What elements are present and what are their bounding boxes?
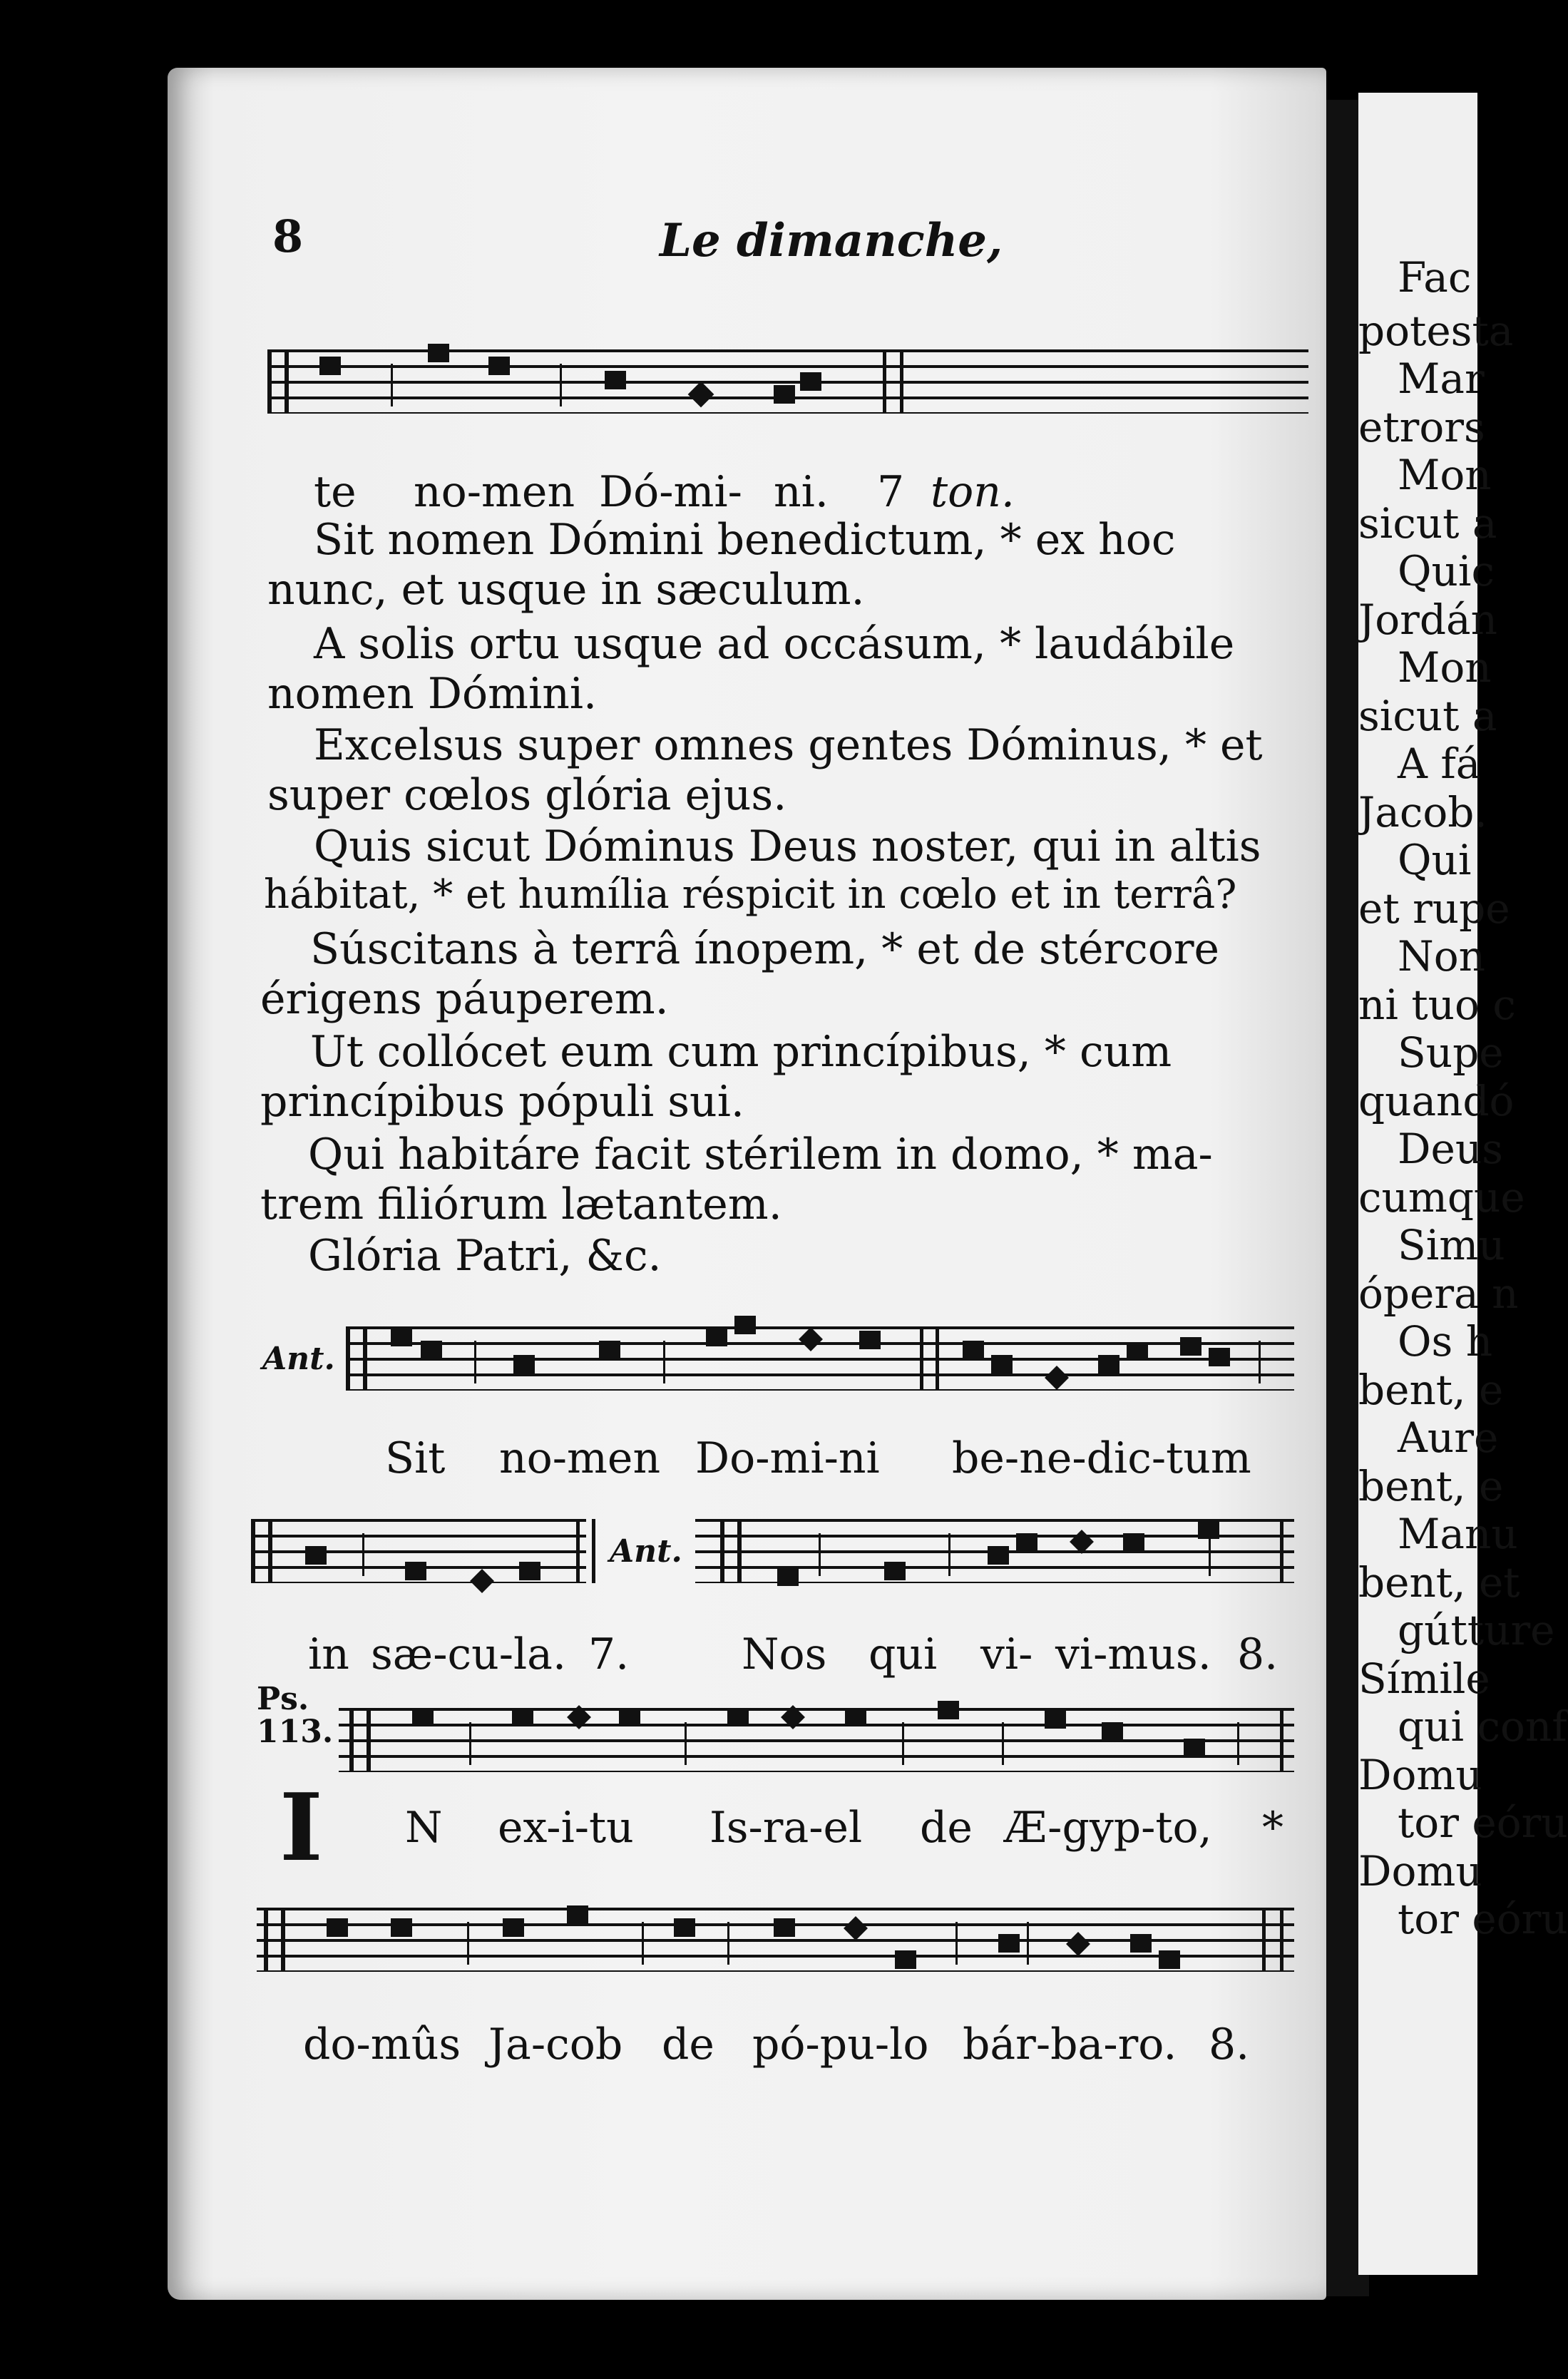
facing-page-fragment: Simu <box>1398 1221 1505 1269</box>
neume <box>706 1328 727 1346</box>
lyric: pó-pu-lo <box>752 2020 929 2070</box>
facing-page-fragment: tor eóru <box>1398 1895 1568 1943</box>
neume <box>619 1708 640 1726</box>
lyric: no-men <box>414 467 575 517</box>
neume <box>998 1934 1020 1953</box>
lyric: Sit <box>385 1433 446 1483</box>
bar-line <box>936 1326 939 1391</box>
antiphon-label: Ant. <box>262 1341 335 1377</box>
neume <box>1130 1934 1152 1953</box>
facing-page-fragment: bent, et <box>1358 1558 1520 1607</box>
music-staff-4 <box>339 1708 1294 1772</box>
lyric: 8. <box>1209 2020 1250 2070</box>
psalm-number: 113. <box>257 1714 334 1750</box>
lyric: no-men <box>499 1433 661 1483</box>
facing-page-fragment: Mon <box>1398 451 1492 499</box>
verse-line: Súscitans à terrâ ínopem, * et de stércore <box>310 924 1220 974</box>
initial-letter: I <box>280 1773 323 1882</box>
neume <box>1102 1722 1123 1741</box>
facing-page-fragment: tor eóru <box>1398 1799 1568 1847</box>
facing-page-fragment: bent, e <box>1358 1462 1504 1510</box>
verse-line: Sit nomen Dómini benedictum, * ex hoc <box>314 515 1176 565</box>
neume <box>1159 1950 1180 1969</box>
division-mark <box>902 1722 904 1765</box>
neume <box>734 1316 756 1334</box>
lyric: de <box>920 1803 973 1853</box>
facing-page-fragment: Aure <box>1398 1413 1499 1462</box>
clef-icon <box>346 1326 367 1391</box>
lyric: qui <box>868 1630 938 1679</box>
neume <box>1123 1533 1144 1552</box>
bar-line <box>1262 1908 1266 1972</box>
facing-page-fragment: A fá <box>1398 740 1481 788</box>
facing-page-fragment: sicut a <box>1358 692 1497 740</box>
facing-page <box>1358 93 1568 2275</box>
clef-icon <box>267 349 289 414</box>
division-mark <box>1259 1341 1261 1383</box>
neume <box>774 1918 795 1937</box>
facing-page-fragment: ópera n <box>1358 1269 1519 1318</box>
facing-page-fragment: potesta <box>1358 307 1514 355</box>
division-mark <box>391 364 393 406</box>
lyric: Dó-mi- <box>599 467 742 517</box>
facing-page-fragment: qui conf <box>1398 1702 1567 1751</box>
page-number: 8 <box>272 210 304 262</box>
clef-icon <box>251 1519 272 1583</box>
psalm-label <box>257 1683 333 1749</box>
division-mark <box>955 1922 958 1965</box>
neume <box>503 1918 524 1937</box>
division-mark <box>362 1533 364 1576</box>
neume <box>599 1341 620 1359</box>
neume <box>488 357 510 375</box>
lyric: te <box>314 467 357 517</box>
bar-line <box>592 1519 595 1583</box>
division-mark <box>948 1533 950 1576</box>
facing-page-fragment: et rupe <box>1358 884 1510 933</box>
neume <box>859 1331 881 1349</box>
music-staff-1 <box>267 349 1308 414</box>
neume <box>512 1708 533 1726</box>
verse-line: érigens páuperem. <box>260 974 669 1024</box>
division-mark <box>1002 1722 1004 1765</box>
lyric: 8. <box>1237 1630 1279 1679</box>
bar-line <box>1280 1519 1283 1583</box>
verse-line: hábitat, * et humília réspicit in cœlo et in terrâ? <box>264 871 1237 918</box>
verse-line: trem filiórum lætantem. <box>260 1180 782 1229</box>
facing-page-fragment: bent, e <box>1358 1366 1504 1414</box>
lyric: Æ-gyp-to, <box>1004 1803 1212 1853</box>
lyric: Do-mi-ni <box>695 1433 880 1483</box>
neume <box>963 1341 984 1359</box>
running-title: Le dimanche, <box>660 214 1003 267</box>
facing-page-fragment: Supe <box>1398 1028 1504 1077</box>
lyric: 7. <box>588 1630 630 1679</box>
neume <box>391 1328 412 1346</box>
division-mark <box>685 1722 687 1765</box>
facing-page-fragment: gútture <box>1398 1606 1555 1654</box>
lyric: ex-i-tu <box>498 1803 634 1853</box>
bar-line <box>920 1326 923 1391</box>
facing-page-fragment: Non <box>1398 932 1486 981</box>
neume <box>991 1355 1013 1373</box>
verse-line: Qui habitáre facit stérilem in domo, * ma- <box>308 1130 1213 1180</box>
division-mark <box>1027 1922 1029 1965</box>
neume <box>845 1708 866 1726</box>
facing-page-fragment: Símile <box>1358 1654 1490 1703</box>
neume <box>305 1546 327 1565</box>
clef-icon <box>264 1908 285 1972</box>
facing-page-fragment: Manu <box>1398 1510 1518 1558</box>
division-mark <box>1209 1533 1211 1576</box>
lyric: sæ-cu-la. <box>371 1630 567 1679</box>
mode-label: ton. <box>931 467 1015 517</box>
facing-page-fragment: Quic <box>1398 547 1495 595</box>
neume <box>513 1355 535 1373</box>
division-mark <box>474 1341 476 1383</box>
neume <box>938 1701 959 1719</box>
division-mark <box>469 1722 471 1765</box>
division-mark <box>727 1922 729 1965</box>
facing-page-fragment: ni tuo c <box>1358 981 1516 1029</box>
neume <box>421 1341 442 1359</box>
verse-line: Ut collócet eum cum princípibus, * cum <box>310 1027 1172 1077</box>
lyric: bár-ba-ro. <box>963 2020 1177 2070</box>
neume <box>1184 1739 1205 1757</box>
verse-line: Quis sicut Dóminus Deus noster, qui in altis <box>314 822 1261 871</box>
bar-line <box>1280 1708 1283 1772</box>
facing-page-fragment: cumque <box>1358 1173 1525 1222</box>
neume <box>412 1708 434 1726</box>
facing-page-fragment: Qui <box>1398 836 1472 884</box>
division-mark <box>663 1341 665 1383</box>
lyric: do-mûs <box>303 2020 461 2070</box>
lyric: be-ne-dic-tum <box>952 1433 1251 1483</box>
verse-line: princípibus pópuli sui. <box>260 1077 744 1127</box>
verse-line: Excelsus super omnes gentes Dóminus, * et <box>314 720 1263 770</box>
facing-page-fragment: Domu <box>1358 1847 1482 1895</box>
bar-line <box>883 349 886 414</box>
facing-page-fragment: quandó <box>1358 1077 1515 1125</box>
neume <box>777 1567 799 1586</box>
neume <box>800 372 821 391</box>
facing-page-fragment: Fac <box>1398 253 1472 302</box>
verse-line: nomen Dómini. <box>267 669 598 719</box>
neume <box>1098 1355 1119 1373</box>
neume <box>391 1918 412 1937</box>
facing-page-fragment: Deus <box>1398 1125 1503 1173</box>
verse-line: super cœlos glória ejus. <box>267 770 787 820</box>
neume <box>567 1905 588 1924</box>
facing-page-fragment: etrors <box>1358 403 1485 451</box>
facing-page-fragment: sicut a <box>1358 499 1497 548</box>
division-mark <box>819 1533 821 1576</box>
clef-icon <box>349 1708 371 1772</box>
facing-page-fragment: Domu <box>1358 1751 1482 1799</box>
bar-line <box>1280 1908 1283 1972</box>
neume <box>1180 1337 1201 1356</box>
lyric: * <box>1262 1803 1283 1853</box>
mode-number: 7 <box>877 467 905 517</box>
lyric: Nos <box>742 1630 827 1679</box>
neume <box>327 1918 348 1937</box>
psalm-label-abbrev: Ps. <box>257 1681 309 1717</box>
neume <box>1127 1342 1148 1361</box>
division-mark <box>560 364 562 406</box>
bar-line <box>900 349 903 414</box>
clef-icon <box>720 1519 742 1583</box>
facing-page-fragment: Os h <box>1398 1317 1493 1366</box>
neume <box>895 1950 916 1969</box>
antiphon-label: Ant. <box>610 1533 682 1570</box>
verse-line: nunc, et usque in sæculum. <box>267 565 865 615</box>
lyric: de <box>662 2020 714 2070</box>
lyric: Ja-cob <box>488 2020 623 2070</box>
neume <box>727 1708 749 1726</box>
division-mark <box>1237 1722 1239 1765</box>
facing-page-fragment: Jordán <box>1358 595 1497 644</box>
facing-page-fragment: Mar <box>1398 354 1485 403</box>
lyric: vi- <box>980 1630 1033 1679</box>
lyric: Is-ra-el <box>709 1803 863 1853</box>
neume <box>988 1546 1009 1565</box>
division-mark <box>467 1922 469 1965</box>
neume <box>428 344 449 362</box>
lyric: in <box>308 1630 349 1679</box>
neume <box>605 371 626 389</box>
neume <box>519 1562 540 1580</box>
neume <box>774 385 795 404</box>
lyric: vi-mus. <box>1055 1630 1211 1679</box>
lyric: ni. <box>774 467 829 517</box>
facing-page-fragment: Jacob. <box>1358 788 1487 837</box>
neume <box>1045 1710 1066 1729</box>
division-mark <box>642 1922 644 1965</box>
neume <box>1016 1533 1037 1552</box>
verse-line: Glória Patri, &c. <box>308 1231 662 1281</box>
neume <box>884 1562 906 1580</box>
neume <box>674 1918 695 1937</box>
bar-line <box>576 1519 580 1583</box>
neume <box>319 357 341 375</box>
neume <box>405 1562 426 1580</box>
verse-line: A solis ortu usque ad occásum, * laudábile <box>314 619 1235 669</box>
neume <box>1209 1348 1230 1366</box>
facing-page-fragment: Mon <box>1398 643 1492 692</box>
lyric: N <box>405 1803 443 1853</box>
